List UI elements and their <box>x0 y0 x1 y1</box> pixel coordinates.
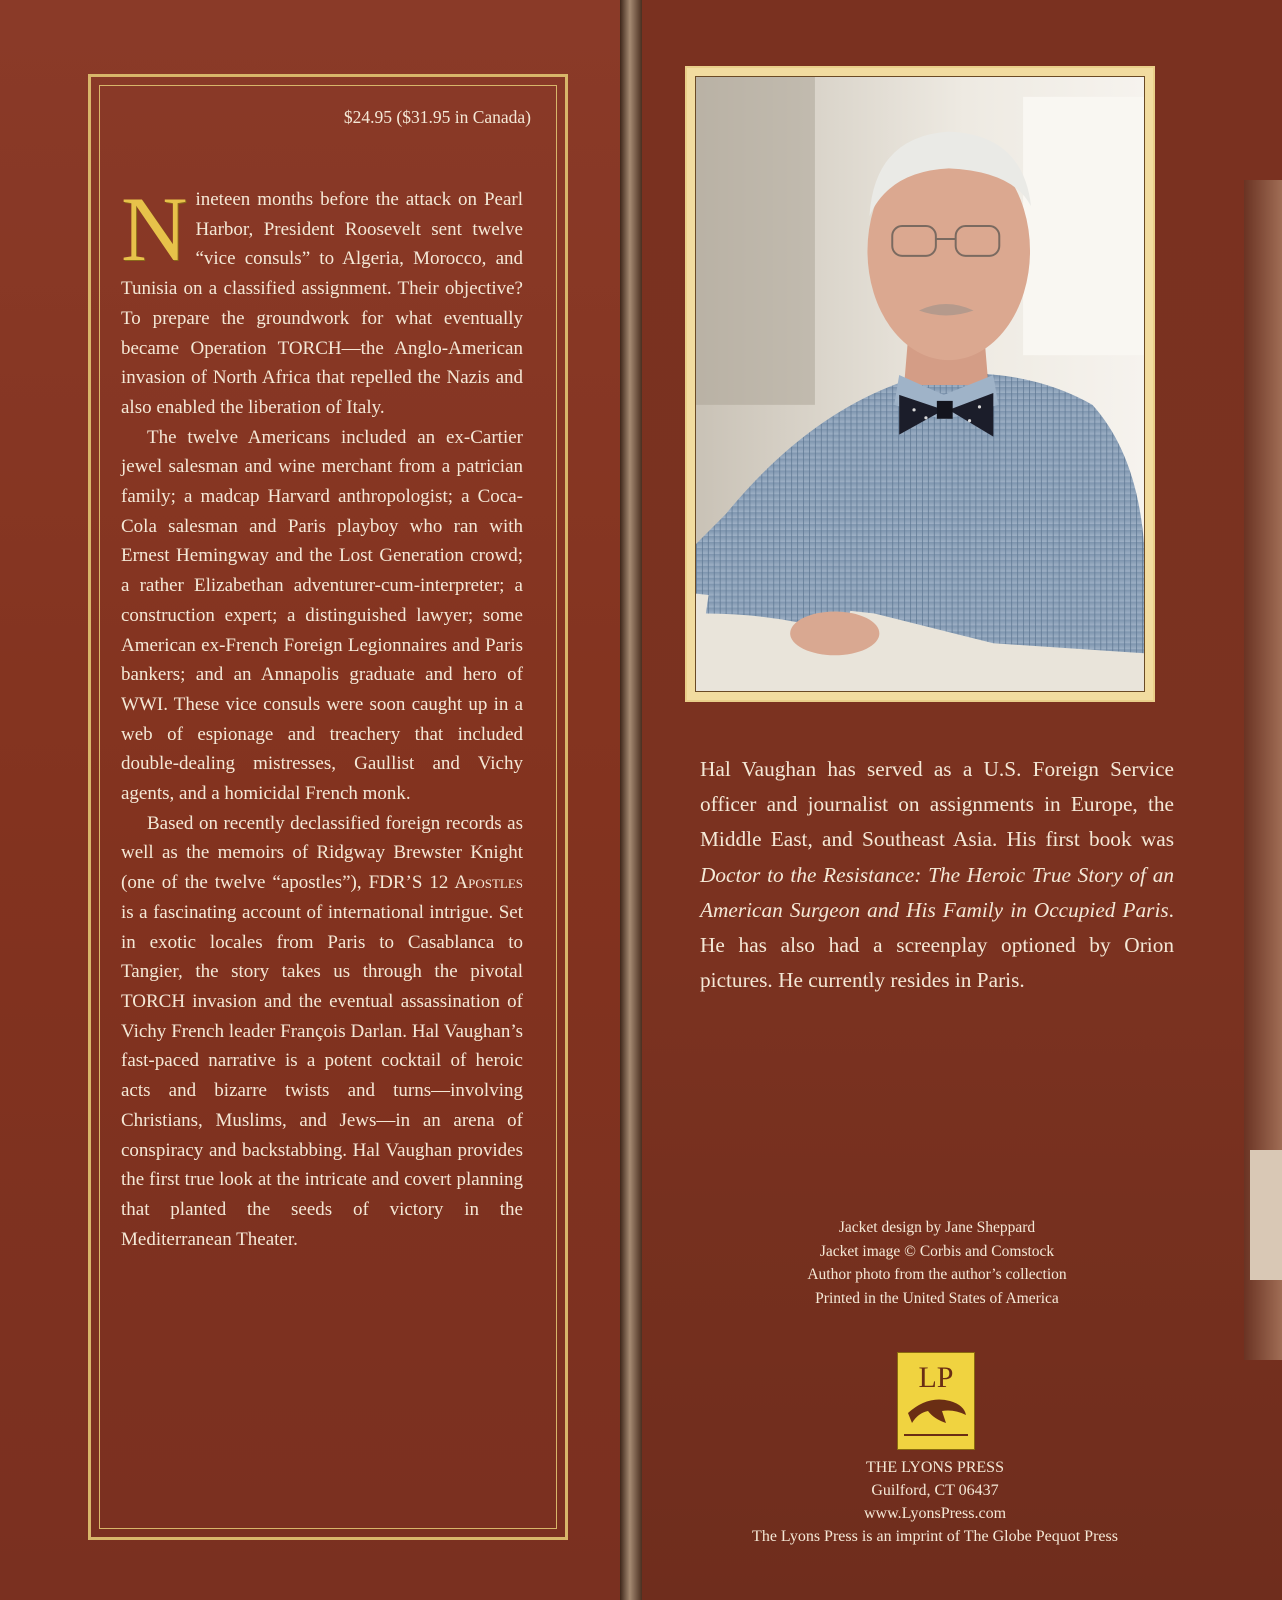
blurb-paragraph-3 <box>121 809 523 1255</box>
blurb-paragraph-1 <box>121 178 523 423</box>
credit-line: Printed in the United States of America <box>815 1289 1059 1307</box>
blurb-paragraph-3-end: is a fascinating account of international intrigue. Set in exotic locales from Paris to Casablanca to Tangier, the story takes us through the pivotal TORCH invasion and the eventual assassination of Vichy French leader François Darlan. Hal Vaughan’s fast-paced narrative is a potent cocktail of heroic acts and bizarre twists and turns—involving Christians, Muslims, and Jews—in an arena of conspiracy and backstabbing. Hal Vaughan provides the first true look at the intricate and covert planning that planted the seeds of victory in the Mediterranean Theater. <box>121 901 523 1250</box>
author-photo <box>695 76 1145 692</box>
publisher-address: Guilford, CT 06437 <box>871 1482 999 1499</box>
blurb-paragraph-2: The twelve Americans included an ex-Cartier jewel salesman and wine merchant from a patrician family; a madcap Harvard anthropologist; a Coca-Cola salesman and Paris playboy who ran with Ernest Hemingway and the Lost Generation crowd; a rather Elizabethan adventurer-cum-interpreter; a construction expert; a distinguished lawyer; some American ex-French Foreign Legionnaires and Paris bankers; and an Annapolis graduate and hero of WWI. These vice consuls were soon caught up in a web of espionage and treachery that included double-dealing mistresses, Gaullist and Vichy agents, and a homicidal French monk. <box>121 426 523 805</box>
author-bio-end: . He has also had a screenplay optioned by Orion pictures. He currently resides in Paris. <box>700 897 1174 993</box>
publisher-website: www.LyonsPress.com <box>863 1505 1007 1522</box>
logo-lettering: LP <box>918 1361 954 1394</box>
credit-line: Author photo from the author’s collection <box>807 1266 1067 1283</box>
credit-line: Jacket design by Jane Sheppard <box>838 1219 1036 1236</box>
publisher-info <box>660 1456 1210 1548</box>
blurb-frame <box>88 74 568 1540</box>
page-edge-highlight <box>1250 1150 1282 1280</box>
lyons-press-logo-icon <box>898 1353 974 1449</box>
publisher-logo <box>897 1352 975 1450</box>
author-photo-frame <box>685 66 1155 702</box>
author-bio-start: Hal Vaughan has served as a U.S. Foreign Service officer and journalist on assignments in Europe, the Middle East, and Southeast Asia. His first book was <box>700 757 1174 852</box>
imprint-note: The Lyons Press is an imprint of The Globe Pequot Press <box>752 1528 1118 1545</box>
blurb-text <box>121 178 523 1254</box>
jacket-credits <box>700 1216 1174 1310</box>
author-bio-paragraph <box>700 752 1174 998</box>
credit-line: Jacket image © Corbis and Comstock <box>819 1242 1055 1260</box>
drop-cap: N <box>121 178 188 280</box>
flap-fold <box>620 0 642 1600</box>
blurb-paragraph-3-start: Based on recently declassified foreign records as well as the memoirs of Ridgway Brewster Knight (one of the twelve “apostles”), <box>121 812 523 894</box>
publisher-name: THE LYONS PRESS <box>866 1459 1004 1476</box>
book-title: FDR’S 12 Apostles <box>368 872 523 894</box>
price: $24.95 ($31.95 in Canada) <box>343 107 531 127</box>
author-portrait-illustration <box>696 77 1144 691</box>
previous-book-title: Doctor to the Resistance: The Heroic True Story of an American Surgeon and His Family in Occupied Paris <box>700 862 1174 922</box>
fish-icon <box>908 1400 966 1424</box>
author-bio <box>700 752 1174 998</box>
blurb-paragraph-1-text: ineteen months before the attack on Pearl Harbor, President Roosevelt sent twelve “vice consuls” to Algeria, Morocco, and Tunisia on a classified assignment. Their objective? To prepare the groundwork for what eventually became Operation TORCH—the Anglo-American invasion of North Africa that repelled the Nazis and also enabled the liberation of Italy. <box>121 189 523 418</box>
